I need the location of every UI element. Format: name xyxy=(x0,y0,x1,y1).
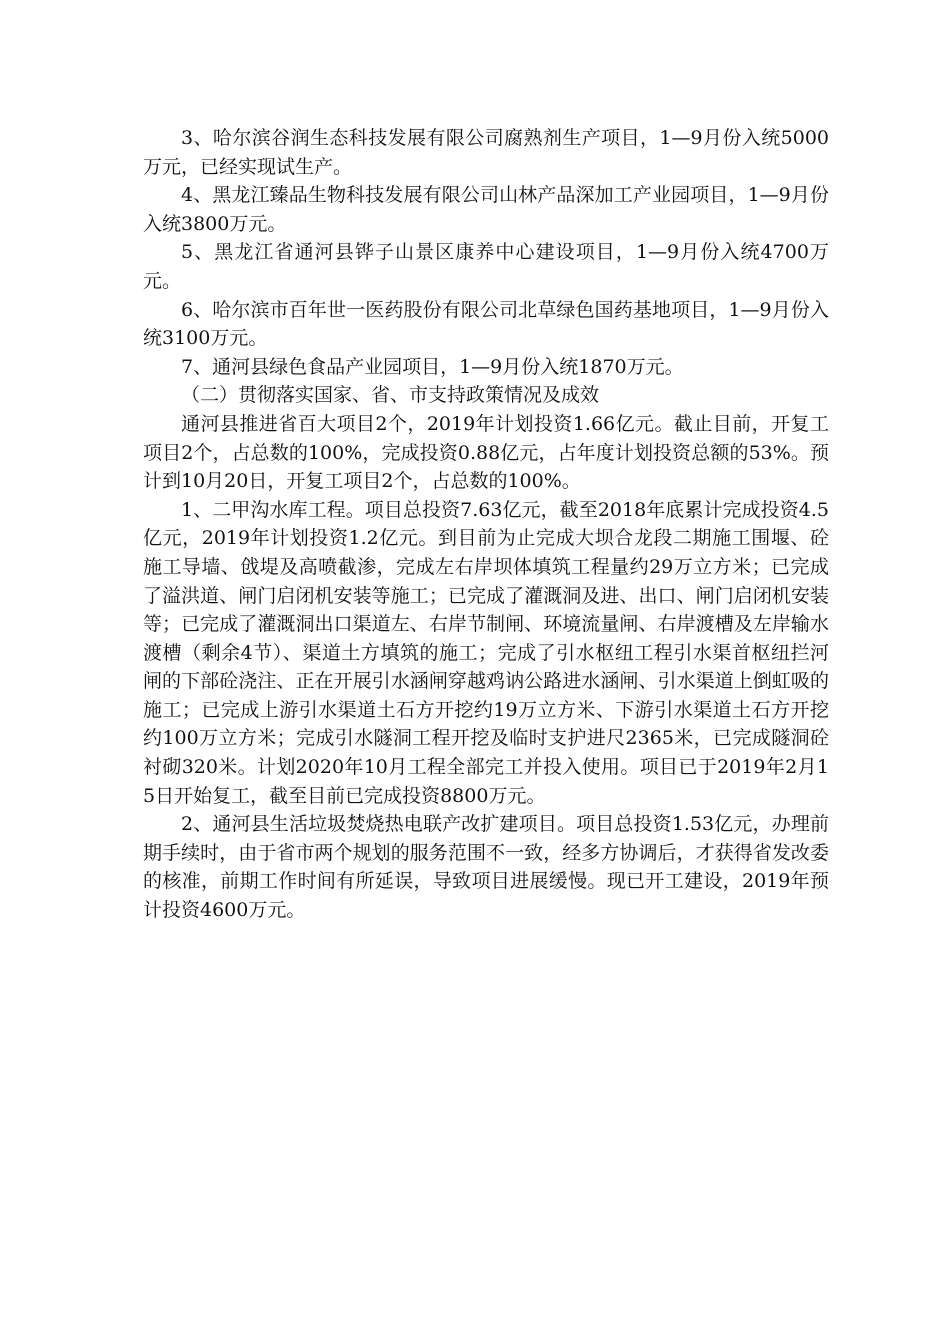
paragraph-summary: 通河县推进省百大项目2个，2019年计划投资1.66亿元。截止目前，开复工项目2个，占总数的100%，完成投资0.88亿元，占年度计划投资总额的53%。预计到10月20日，开复工项目2个，占总数的100%。 xyxy=(143,412,829,493)
paragraph-waste-incineration-project: 2、通河县生活垃圾焚烧热电联产改扩建项目。项目总投资1.53亿元，办理前期手续时，由于省市两个规划的服务范围不一致，经多方协调后，才获得省发改委的核准，前期工作时间有所延误，导致项目进展缓慢。现已开工建设，2019年预计投资4600万元。 xyxy=(143,813,829,922)
paragraph-project-4: 4、黑龙江臻品生物科技发展有限公司山林产品深加工产业园项目，1—9月份入统3800万元。 xyxy=(143,184,829,235)
paragraph-project-5: 5、黑龙江省通河县铧子山景区康养中心建设项目，1—9月份入统4700万元。 xyxy=(143,241,829,292)
paragraph-project-7: 7、通河县绿色食品产业园项目，1—9月份入统1870万元。 xyxy=(181,355,684,378)
paragraph-reservoir-project: 1、二甲沟水库工程。项目总投资7.63亿元，截至2018年底累计完成投资4.5亿元，2019年计划投资1.2亿元。到目前为止完成大坝合龙段二期施工围堰、砼施工导墙、戗堤及高喷截渗，完成左右岸坝体填筑工程量约29万立方米；已完成了溢洪道、闸门启闭机安装等施工；已完成了灌溉洞及进、出口、闸门启闭机安装等；已完成了灌溉洞出口渠道左、右岸节制闸、环境流量闸、右岸渡槽及左岸输水渡槽（剩余4节）、渠道土方填筑的施工；完成了引水枢纽工程引水渠首枢纽拦河闸的下部砼浇注、正在开展引水涵闸穿越鸡讷公路进水涵闸、引水渠道上倒虹吸的施工；已完成上游引水渠道土石方开挖约19万立方米、下游引水渠道土石方开挖约100万立方米；完成引水隧洞工程开挖及临时支护进尺2365米，已完成隧洞砼衬砌320米。计划2020年10月工程全部完工并投入使用。项目已于2019年2月15日开始复工，截至目前已完成投资8800万元。 xyxy=(143,498,829,807)
paragraph-project-6: 6、哈尔滨市百年世一医药股份有限公司北草绿色国药基地项目，1—9月份入统3100万元。 xyxy=(143,298,829,350)
paragraph-project-3: 3、哈尔滨谷润生态科技发展有限公司腐熟剂生产项目，1—9月份入统5000万元，已经实现试生产。 xyxy=(143,127,829,178)
document-body xyxy=(143,124,829,925)
section-heading: （二）贯彻落实国家、省、市支持政策情况及成效 xyxy=(181,384,600,407)
